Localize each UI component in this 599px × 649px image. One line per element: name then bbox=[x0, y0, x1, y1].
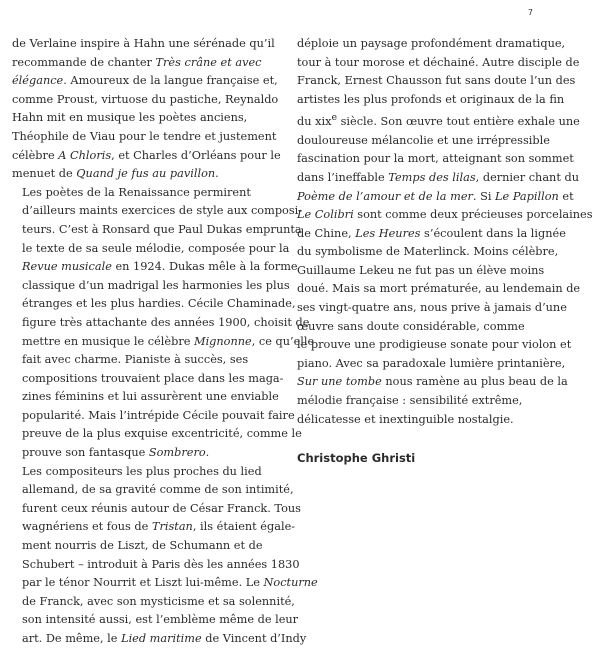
right-column bbox=[297, 35, 593, 468]
text-line: de Chine, Les Heures s’écoulent dans la lignée bbox=[297, 226, 566, 240]
text-line: classique d’un madrigal les harmonies les plus bbox=[22, 278, 290, 292]
text-line: du symbolisme de Materlinck. Moins célèbre, bbox=[297, 245, 559, 259]
left_column-paragraph bbox=[12, 184, 315, 463]
text-line: Schubert – introduit à Paris dès les années 1830 bbox=[22, 557, 300, 571]
text-line: mettre en musique le célèbre Mignonne, ce qu’elle bbox=[22, 334, 315, 348]
text-line: déploie un paysage profondément dramatique, bbox=[297, 37, 566, 50]
text-line: Le Colibri sont comme deux précieuses porcelaines bbox=[297, 208, 593, 222]
text-line: Poème de l’amour et de la mer. Si Le Papillon et bbox=[297, 189, 574, 203]
text-line: Sur une tombe nous ramène au plus beau de la bbox=[297, 375, 568, 389]
text-line: zines féminins et lui assurèrent une enviable bbox=[22, 390, 279, 404]
text-line: mélodie française : sensibilité extrême, bbox=[297, 394, 523, 408]
text-line: célèbre A Chloris, et Charles d’Orléans pour le bbox=[12, 148, 281, 162]
text-line: étranges et les plus hardies. Cécile Chaminade, bbox=[22, 297, 296, 311]
text-line: teurs. C’est à Ronsard que Paul Dukas emprunta bbox=[22, 222, 302, 236]
left_column-paragraph bbox=[12, 463, 318, 649]
text-line: prouve son fantasque Sombrero. bbox=[22, 446, 210, 460]
text-line: du xix$^e$ siècle. Son œuvre tout entière exhale une bbox=[297, 112, 580, 129]
author-signature: Christophe Ghristi bbox=[297, 451, 416, 466]
text-line: douloureuse mélancolie et une irrépressible bbox=[297, 133, 550, 147]
text-line: œuvre sans doute considérable, comme bbox=[297, 319, 525, 333]
text-line: dans l’ineffable Temps des lilas, dernier chant du bbox=[297, 170, 579, 184]
text-line: comme Proust, virtuose du pastiche, Reynaldo bbox=[12, 92, 279, 106]
text-line: Les compositeurs les plus proches du lied bbox=[22, 464, 262, 478]
text-line: menuet de Quand je fus au pavillon. bbox=[12, 167, 219, 181]
left-column bbox=[12, 35, 318, 649]
text-line: figure très attachante des années 1900, choisit de bbox=[22, 315, 310, 329]
text-line: doué. Mais sa mort prématurée, au lendemain de bbox=[297, 282, 581, 296]
text-line: ment nourris de Liszt, de Schumann et de bbox=[22, 539, 263, 553]
text-line: allemand, de sa gravité comme de son intimité, bbox=[22, 483, 294, 497]
text-line: artistes les plus profonds et originaux de la fin bbox=[297, 92, 565, 106]
text-line: ses vingt-quatre ans, nous prive à jamais d’une bbox=[297, 301, 567, 315]
text-line: de Verlaine inspire à Hahn une sérénade qu’il bbox=[12, 37, 275, 50]
text-line: son intensité aussi, est l’emblème même de leur bbox=[22, 613, 299, 627]
text-line: piano. Avec sa paradoxale lumière printanière, bbox=[297, 356, 566, 370]
text-line: Revue musicale en 1924. Dukas mêle à la forme bbox=[22, 260, 298, 274]
text-line: de Franck, avec son mysticisme et sa solennité, bbox=[22, 594, 295, 608]
text-line: wagnériens et fous de Tristan, ils étaient égale- bbox=[22, 520, 296, 534]
text-line: Les poètes de la Renaissance permirent bbox=[22, 185, 251, 199]
text-line: fascination pour la mort, atteignant son sommet bbox=[297, 152, 574, 166]
text-line: art. De même, le Lied maritime de Vincent d’Indy bbox=[22, 632, 307, 645]
text-line: élégance. Amoureux de la langue française et, bbox=[12, 74, 278, 88]
text-line: fait avec charme. Pianiste à succès, ses bbox=[22, 353, 249, 367]
text-line: le prouve une prodigieuse sonate pour violon et bbox=[297, 338, 572, 352]
text-line: Hahn mit en musique les poètes anciens, bbox=[12, 111, 248, 125]
text-line: d’ailleurs maints exercices de style aux composi- bbox=[22, 204, 303, 218]
text-line: Guillaume Lekeu ne fut pas un élève moins bbox=[297, 263, 545, 277]
text-line: tour à tour morose et déchainé. Autre disciple de bbox=[297, 55, 580, 69]
text-line: furent ceux réunis autour de César Franck. Tous bbox=[22, 501, 301, 515]
text-line: le texte de sa seule mélodie, composée pour la bbox=[22, 241, 290, 255]
text-line: par le ténor Nourrit et Liszt lui-même. Le Nocturne bbox=[22, 576, 318, 590]
page-number: 7 bbox=[527, 8, 533, 17]
text-line: Franck, Ernest Chausson fut sans doute l’un des bbox=[297, 74, 576, 88]
left_column-paragraph bbox=[12, 35, 282, 184]
text-line: recommande de chanter Très crâne et avec bbox=[12, 55, 262, 69]
text-line: popularité. Mais l’intrépide Cécile pouvait faire bbox=[22, 408, 295, 422]
text-line: preuve de la plus exquise excentricité, comme le bbox=[22, 427, 302, 441]
text-line: Théophile de Viau pour le tendre et justement bbox=[12, 129, 277, 143]
right_column-paragraph bbox=[297, 35, 593, 429]
text-line: délicatesse et inextinguible nostalgie. bbox=[297, 412, 514, 426]
text-line: compositions trouvaient place dans les maga- bbox=[22, 371, 284, 385]
